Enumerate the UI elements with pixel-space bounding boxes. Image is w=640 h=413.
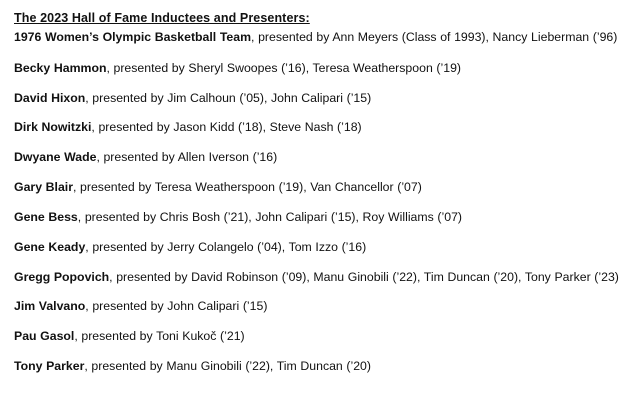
inductee-entry (14, 119, 624, 137)
inductee-presenters: , presented by Toni Kukoč (’21) (74, 329, 245, 344)
inductee-entry (14, 358, 624, 376)
inductee-entry (14, 298, 624, 316)
inductee-name: Gene Bess (14, 209, 78, 224)
inductee-entry (14, 209, 624, 227)
inductee-presenters: , presented by Chris Bosh (’21), John Calipari (’15), Roy Williams (’07) (77, 209, 463, 224)
inductee-presenters: , presented by Ann Meyers (Class of 1993), Nancy Lieberman (’96) (251, 29, 618, 44)
inductee-entry (14, 90, 624, 108)
page-title: The 2023 Hall of Fame Inductees and Presenters: (14, 11, 310, 25)
inductee-presenters: , presented by John Calipari (’15) (85, 299, 268, 314)
inductee-presenters: , presented by Jim Calhoun (’05), John Calipari (’15) (85, 90, 372, 105)
inductee-entry (14, 328, 624, 346)
inductee-name: Jim Valvano (14, 299, 86, 314)
inductee-presenters: , presented by David Robinson (’09), Manu Ginobili (’22), Tim Duncan (’20), Tony Parker (’23) (109, 269, 619, 284)
inductee-presenters: , presented by Manu Ginobili (’22), Tim Duncan (’20) (84, 358, 371, 373)
inductee-name: Tony Parker (14, 358, 85, 373)
inductee-presenters: , presented by Jason Kidd (’18), Steve Nash (’18) (91, 120, 362, 135)
inductee-name: Dirk Nowitzki (14, 120, 92, 135)
inductee-name: Gene Keady (14, 239, 86, 254)
inductee-name: Becky Hammon (14, 60, 107, 75)
inductee-name: Dwyane Wade (14, 150, 97, 165)
inductee-name: David Hixon (14, 90, 86, 105)
inductee-entry (14, 179, 624, 197)
inductee-name: Pau Gasol (14, 329, 75, 344)
inductee-name: Gregg Popovich (14, 269, 110, 284)
inductee-entry (14, 149, 624, 167)
inductee-entry (14, 60, 624, 78)
inductee-entry (14, 29, 624, 47)
inductee-presenters: , presented by Sheryl Swoopes (’16), Teresa Weatherspoon (’19) (106, 60, 461, 75)
inductee-entry (14, 239, 624, 257)
inductee-name: Gary Blair (14, 180, 73, 195)
inductee-presenters: , presented by Teresa Weatherspoon (’19), Van Chancellor (’07) (72, 180, 422, 195)
inductee-presenters: , presented by Jerry Colangelo (’04), Tom Izzo (’16) (85, 239, 367, 254)
inductee-presenters: , presented by Allen Iverson (’16) (96, 150, 278, 165)
inductee-entry (14, 269, 624, 287)
inductee-name: 1976 Women’s Olympic Basketball Team (14, 29, 252, 44)
